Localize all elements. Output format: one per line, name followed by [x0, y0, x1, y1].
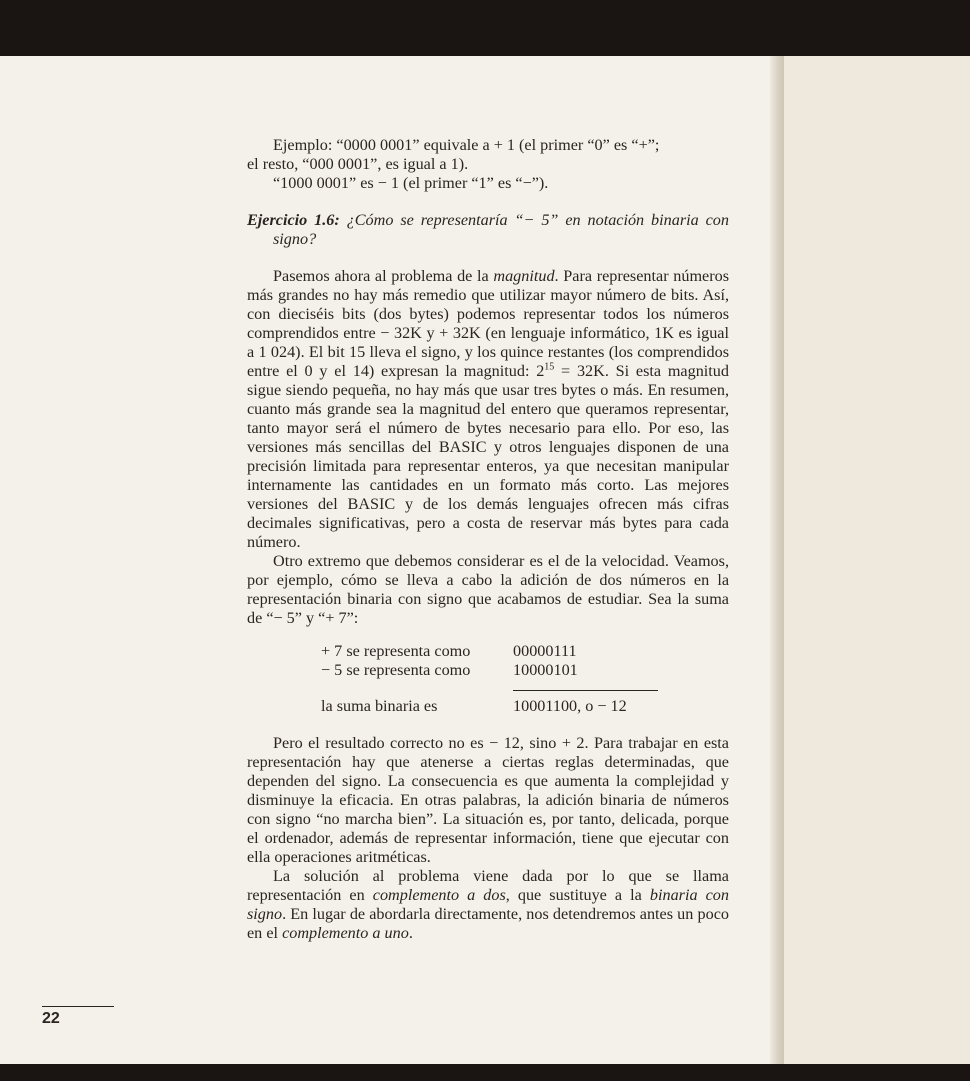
- emphasis: binaria con signo: [247, 886, 729, 923]
- body-text: [247, 136, 729, 943]
- paragraph-solution: [247, 867, 729, 943]
- paragraph-result: Pero el resultado correcto no es − 12, sino + 2. Para trabajar en esta representación hay que atenerse a ciertas reglas determinadas, que dependen del signo. La consecuencia es que aumenta la complejidad y disminuye la eficacia. En otras palabras, la adición binaria de números con signo “no marcha bien”. La situación es, por tanto, delicada, porque el ordenador, además de representar información, tiene que ejecutar con ella operaciones aritméticas.: [247, 734, 729, 866]
- exercise: [247, 211, 729, 249]
- calc-label: la suma binaria es: [321, 697, 438, 715]
- text-run: . Para representar números más grandes no hay más remedio que utilizar mayor número de bits. Así, con dieciséis bits (dos bytes) podemos representar todos los números comprendidos entre − 32K y + 32K (en lenguaje informático, 1K es igual a 1 024). El bit 15 lleva el signo, y los quince restantes (los comprendidos entre el 0 y el 14) expresan la magnitud: 2: [247, 267, 729, 380]
- text-run: La solución al problema viene dada por lo que se llama representación en: [247, 867, 729, 904]
- calc-value: 10001100, o − 12: [513, 697, 627, 715]
- emphasis: magnitud: [493, 267, 555, 285]
- page-gutter: [770, 56, 784, 1064]
- page-number-rule: [42, 1006, 114, 1007]
- sum-rule: [513, 690, 658, 691]
- example-line-1: Ejemplo: “0000 0001” equivale a + 1 (el primer “0” es “+”;: [273, 136, 660, 154]
- superscript: 15: [544, 361, 555, 373]
- text-run: = 32K. Si esta magnitud sigue siendo pequeña, no hay más que usar tres bytes o más. En resumen, cuanto más grande sea la magnitud del entero que queramos representar, tanto mayor será el número de bytes necesario para ello. Por eso, las versiones más sencillas del BASIC y otros lenguajes disponen de una precisión limitada para representar enteros, ya que necesitan manipular internamente las cantidades en un formato más corto. Las mejores versiones del BASIC y de los demás lenguajes ofrecen más cifras decimales significativas, pero a costa de reservar más bytes para cada número.: [247, 362, 729, 551]
- text-run: , que sustituye a la: [505, 886, 650, 904]
- example-line-2: el resto, “000 0001”, es igual a 1).: [247, 155, 469, 173]
- scan-border: [0, 1064, 970, 1081]
- example-line-3: “1000 0001” es − 1 (el primer “1” es “−”).: [273, 174, 549, 192]
- facing-page: [784, 56, 970, 1064]
- calc-label: + 7 se representa como: [321, 642, 471, 660]
- text-run: . En lugar de abordarla directamente, nos detendremos antes un poco en el: [247, 905, 729, 942]
- text-run: Pasemos ahora al problema de la: [273, 267, 494, 285]
- emphasis: complemento a uno: [282, 924, 409, 942]
- paragraph-speed: Otro extremo que debemos considerar es el de la velocidad. Veamos, por ejemplo, cómo se lleva a cabo la adición de dos números en la representación binaria con signo que acabamos de estudiar. Sea la suma de “− 5” y “+ 7”:: [247, 552, 729, 627]
- emphasis: complemento a dos: [372, 886, 506, 904]
- page-number: 22: [42, 1010, 60, 1027]
- exercise-label: Ejercicio 1.6:: [247, 211, 340, 229]
- text-run: .: [408, 924, 413, 942]
- calc-value: 10000101: [513, 661, 578, 679]
- binary-sum-example: [321, 642, 729, 716]
- exercise-question: ¿Cómo se representaría “− 5” en notación binaria con signo?: [273, 211, 729, 248]
- paragraph-magnitude: [247, 267, 729, 552]
- calc-value: 00000111: [513, 642, 577, 660]
- calc-label: − 5 se representa como: [321, 661, 471, 679]
